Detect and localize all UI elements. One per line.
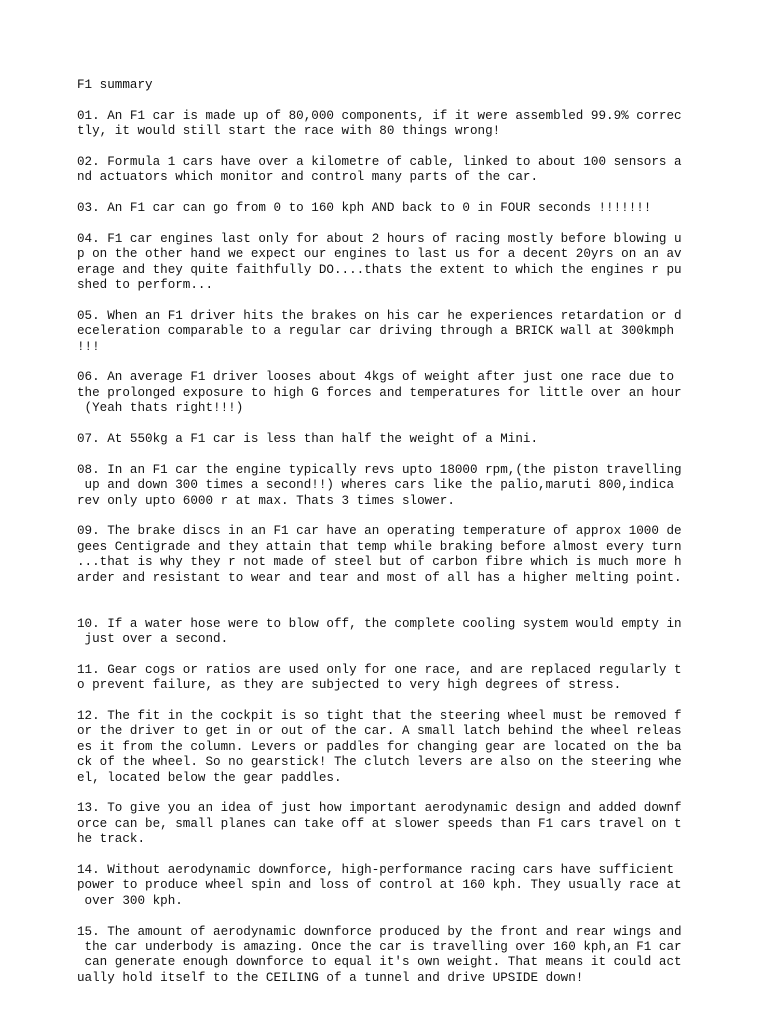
paragraph-13	[77, 801, 697, 847]
text-line: 11. Gear cogs or ratios are used only for one race, and are replaced regularly t	[77, 662, 682, 677]
paragraph-15	[77, 925, 697, 987]
paragraph-06	[77, 370, 697, 416]
paragraph-11	[77, 663, 697, 694]
text-line: up and down 300 times a second!!) wheres cars like the palio,maruti 800,indica	[77, 478, 675, 493]
text-line: ually hold itself to the CEILING of a tunnel and drive UPSIDE down!	[77, 970, 584, 985]
text-line: (Yeah thats right!!!)	[77, 401, 244, 416]
text-line: 05. When an F1 driver hits the brakes on his car he experiences retardation or d	[77, 308, 682, 323]
paragraph-09	[77, 524, 697, 586]
text-line: eceleration comparable to a regular car driving through a BRICK wall at 300kmph	[77, 324, 675, 339]
text-line: orce can be, small planes can take off at slower speeds than F1 cars travel on t	[77, 816, 682, 831]
text-line: 06. An average F1 driver looses about 4kgs of weight after just one race due to	[77, 370, 675, 385]
text-line: rev only upto 6000 r at max. Thats 3 times slower.	[77, 493, 455, 508]
text-line: !!!	[77, 339, 100, 354]
text-line: shed to perform...	[77, 278, 214, 293]
text-line: over 300 kph.	[77, 893, 183, 908]
text-line: he track.	[77, 832, 146, 847]
paragraph-14	[77, 863, 697, 909]
text-line: 04. F1 car engines last only for about 2 hours of racing mostly before blowing u	[77, 231, 682, 246]
text-line: 07. At 550kg a F1 car is less than half the weight of a Mini.	[77, 431, 539, 446]
text-line: 10. If a water hose were to blow off, the complete cooling system would empty in	[77, 616, 682, 631]
text-line: 08. In an F1 car the engine typically revs upto 18000 rpm,(the piston travelling	[77, 462, 682, 477]
text-line: 15. The amount of aerodynamic downforce produced by the front and rear wings and	[77, 924, 682, 939]
paragraph-02	[77, 155, 697, 186]
paragraph-10	[77, 617, 697, 648]
text-line: 09. The brake discs in an F1 car have an operating temperature of approx 1000 de	[77, 524, 682, 539]
text-line: p on the other hand we expect our engines to last us for a decent 20yrs on an av	[77, 247, 682, 262]
text-line: 12. The fit in the cockpit is so tight that the steering wheel must be removed f	[77, 709, 682, 724]
text-line: ...that is why they r not made of steel but of carbon fibre which is much more h	[77, 555, 682, 570]
text-line: 01. An F1 car is made up of 80,000 components, if it were assembled 99.9% correc	[77, 108, 682, 123]
text-line: o prevent failure, as they are subjected to very high degrees of stress.	[77, 678, 622, 693]
document-page	[77, 78, 697, 1001]
paragraph-07	[77, 432, 697, 447]
text-line: the prolonged exposure to high G forces and temperatures for little over an hour	[77, 385, 682, 400]
document-body	[77, 109, 697, 986]
paragraph-12	[77, 709, 697, 786]
paragraph-03	[77, 201, 697, 216]
text-line: 13. To give you an idea of just how important aerodynamic design and added downf	[77, 801, 682, 816]
text-line: erage and they quite faithfully DO....thats the extent to which the engines r pu	[77, 262, 682, 277]
text-line: es it from the column. Levers or paddles for changing gear are located on the ba	[77, 739, 682, 754]
text-line: nd actuators which monitor and control many parts of the car.	[77, 170, 539, 185]
text-line: el, located below the gear paddles.	[77, 770, 342, 785]
text-line: tly, it would still start the race with 80 things wrong!	[77, 124, 501, 139]
paragraph-01	[77, 109, 697, 140]
text-line: gees Centigrade and they attain that temp while braking before almost every turn	[77, 539, 682, 554]
paragraph-08	[77, 463, 697, 509]
text-line: arder and resistant to wear and tear and most of all has a higher melting point.	[77, 570, 682, 585]
text-line: can generate enough downforce to equal it's own weight. That means it could act	[77, 955, 682, 970]
text-line: the car underbody is amazing. Once the car is travelling over 160 kph,an F1 car	[77, 939, 682, 954]
text-line: 02. Formula 1 cars have over a kilometre of cable, linked to about 100 sensors a	[77, 154, 682, 169]
text-line: 03. An F1 car can go from 0 to 160 kph AND back to 0 in FOUR seconds !!!!!!!	[77, 201, 652, 216]
text-line: ck of the wheel. So no gearstick! The clutch levers are also on the steering whe	[77, 755, 682, 770]
text-line: or the driver to get in or out of the car. A small latch behind the wheel releas	[77, 724, 682, 739]
text-line: 14. Without aerodynamic downforce, high-performance racing cars have sufficient	[77, 862, 675, 877]
text-line: power to produce wheel spin and loss of control at 160 kph. They usually race at	[77, 878, 682, 893]
paragraph-04	[77, 232, 697, 294]
text-line: just over a second.	[77, 632, 229, 647]
document-title: F1 summary	[77, 78, 153, 92]
paragraph-05	[77, 309, 697, 355]
